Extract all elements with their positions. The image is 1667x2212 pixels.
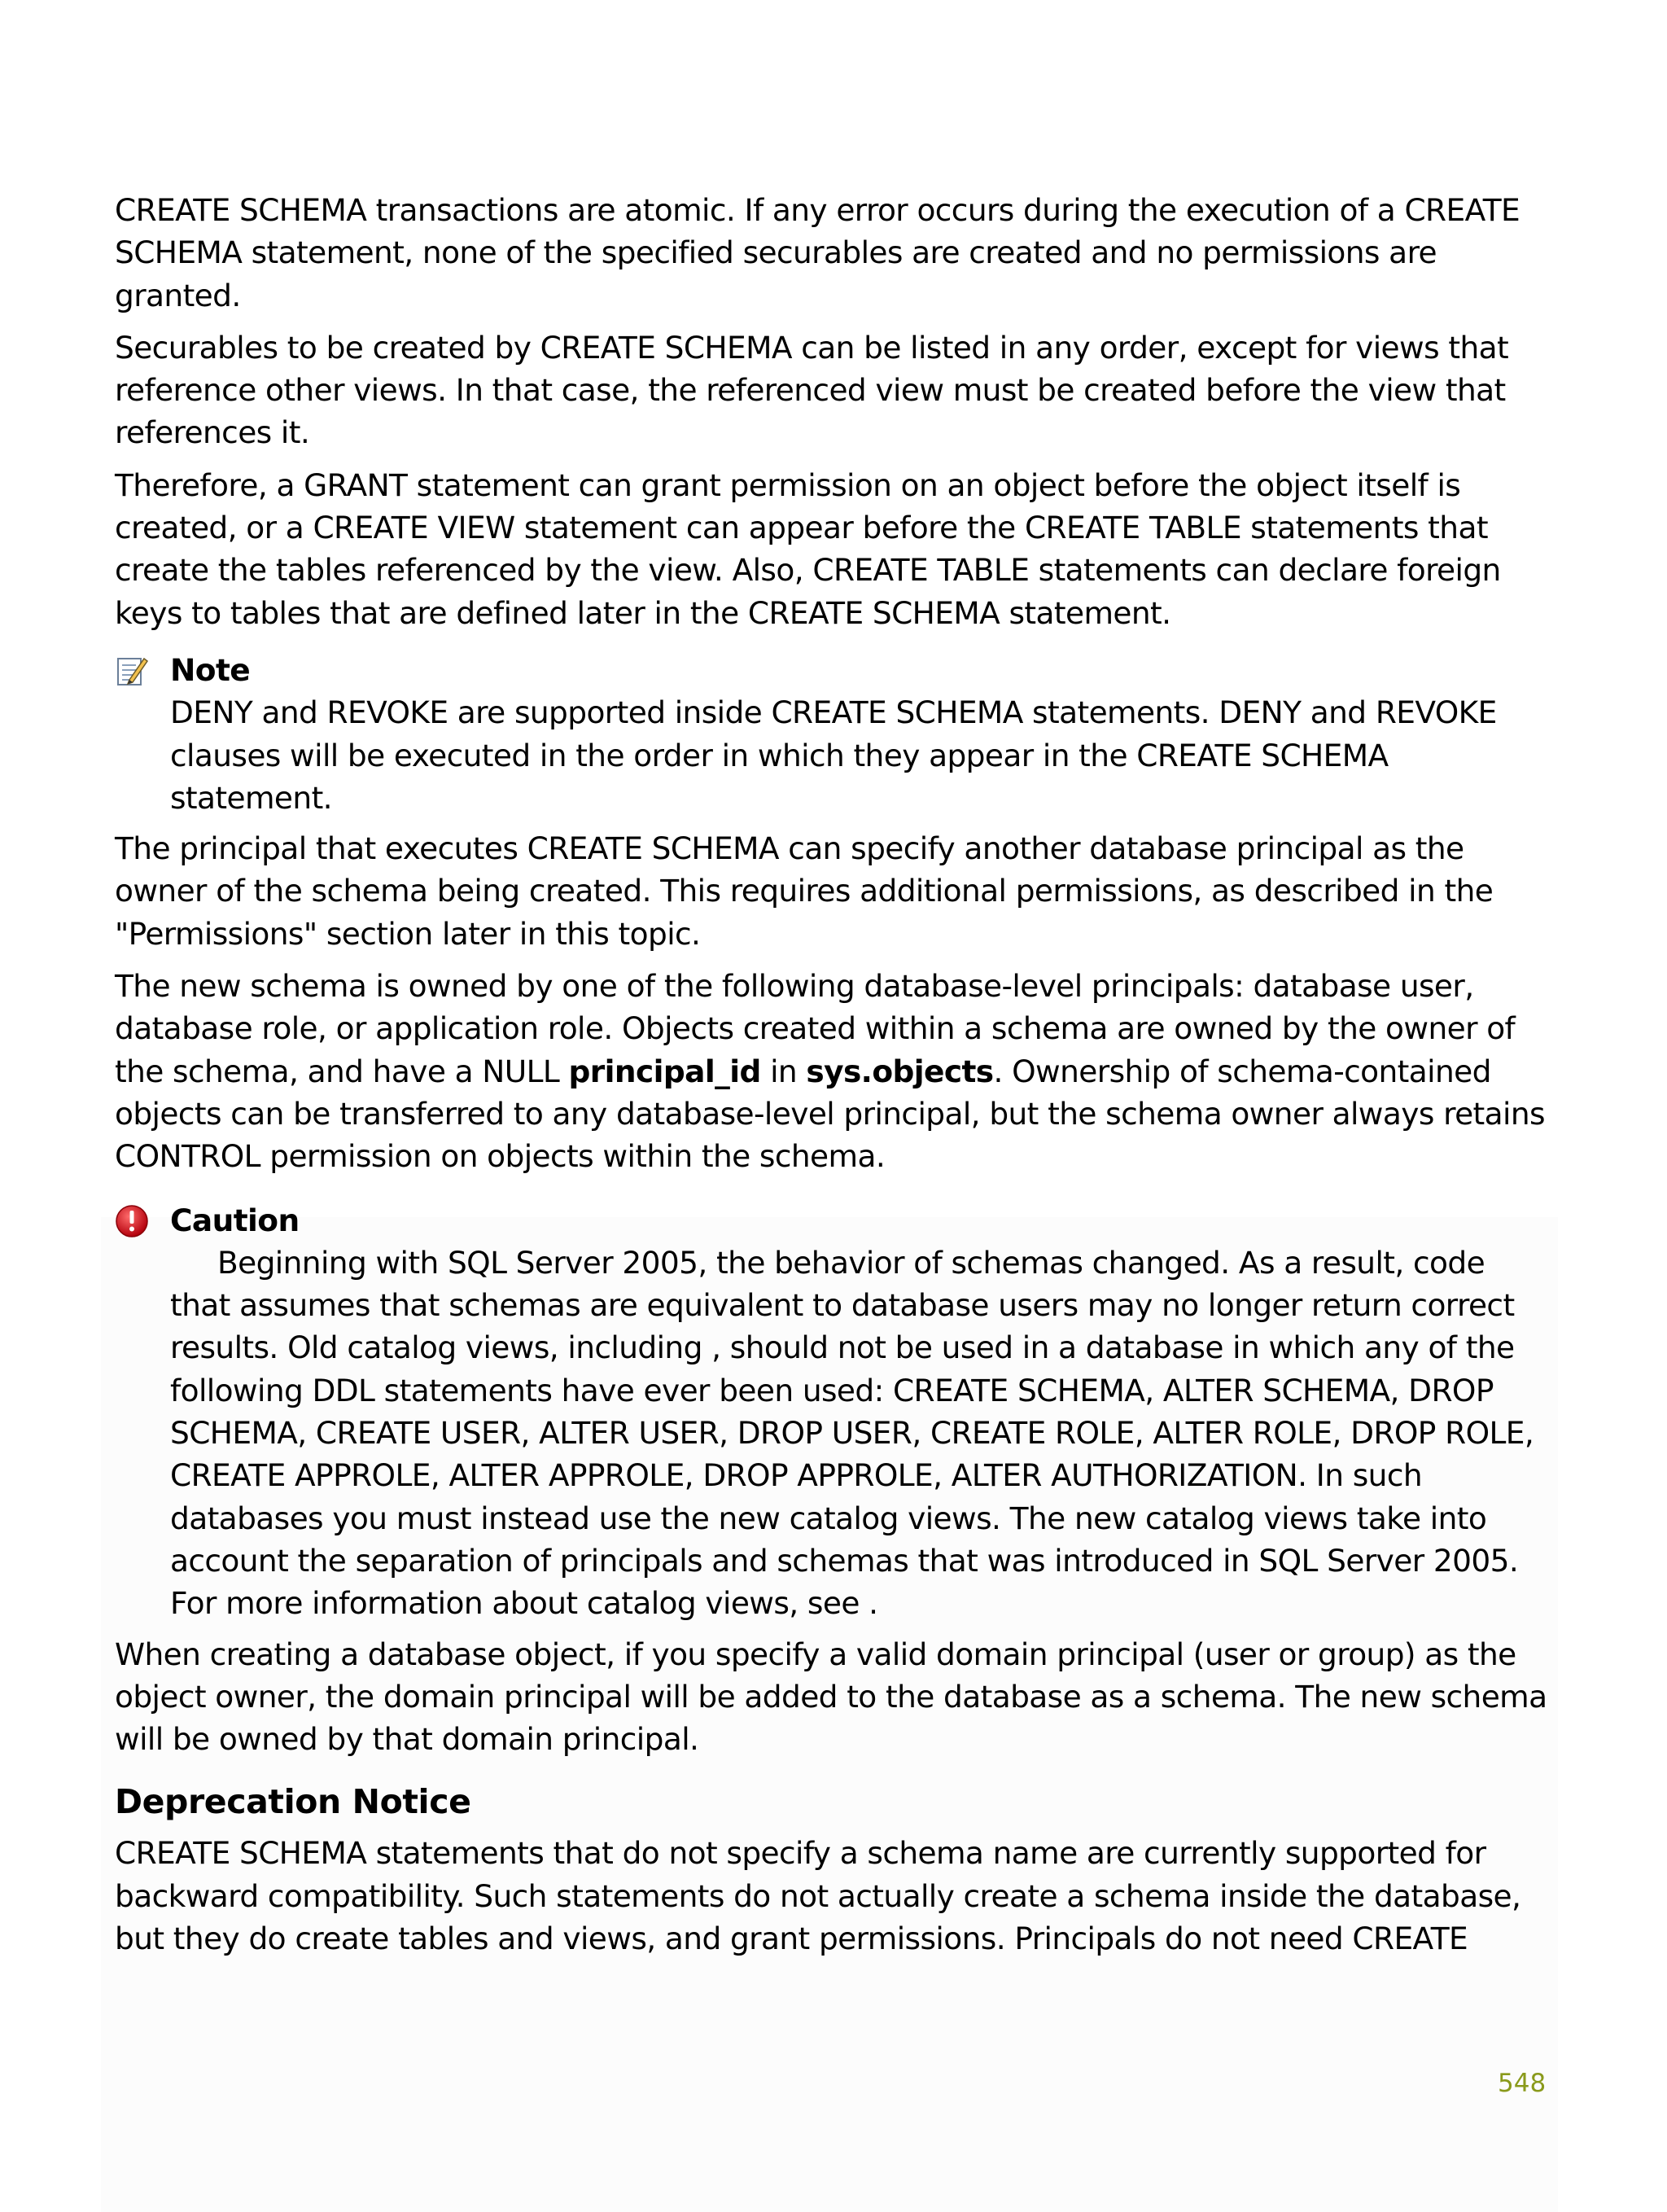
caution-body-wrap bbox=[170, 1242, 1547, 1625]
caution-title: Caution bbox=[170, 1202, 300, 1238]
ownership-text-2: in bbox=[760, 1053, 807, 1089]
principal-id-term: principal_id bbox=[568, 1053, 761, 1089]
paragraph-atomic: CREATE SCHEMA transactions are atomic. If any error occurs during the execution of a CREATE SCHEMA statement, none of the specified securables are created and no permissions are granted. bbox=[115, 192, 1520, 313]
caution-body: Beginning with SQL Server 2005, the behavior of schemas changed. As a result, code that assumes that schemas are equivalent to database users may no longer return correct results. Old catalog views, including , should not be used in a database in which any of the following DDL statements have ever been used: CREATE SCHEMA, ALTER SCHEMA, DROP SCHEMA, CREATE USER, ALTER USER, DROP USER, CREATE ROLE, ALTER ROLE, DROP ROLE, CREATE APPROLE, ALTER APPROLE, DROP APPROLE, ALTER AUTHORIZATION. In such databases you must instead use the new catalog views. The new catalog views take into account the separation of principals and schemas that was introduced in SQL Server 2005. For more information about catalog views, see . bbox=[170, 1244, 1534, 1622]
note-icon bbox=[115, 654, 149, 688]
paragraph-ownership bbox=[115, 965, 1547, 1177]
ownership-text-3: . Ownership of schema-contained objects can be transferred to any database-level principal, but the schema owner always retains CONTROL permission on objects within the schema. bbox=[115, 1053, 1545, 1175]
deprecation-heading: Deprecation Notice bbox=[115, 1782, 471, 1822]
note-body: DENY and REVOKE are supported inside CREATE SCHEMA statements. DENY and REVOKE clauses will be executed in the order in which they appear in the CREATE SCHEMA statement. bbox=[170, 694, 1497, 816]
paragraph-domain-principal: When creating a database object, if you specify a valid domain principal (user or group) as the object owner, the domain principal will be added to the database as a schema. The new schema will be owned by that domain principal. bbox=[115, 1636, 1547, 1758]
caution-icon bbox=[115, 1204, 149, 1238]
paragraph-order: Securables to be created by CREATE SCHEMA can be listed in any order, except for views that reference other views. In that case, the referenced view must be created before the view that references it. bbox=[115, 329, 1509, 451]
page-number: 548 bbox=[1498, 2069, 1547, 2098]
paragraph-principal: The principal that executes CREATE SCHEMA can specify another database principal as the owner of the schema being created. This requires additional permissions, as described in the "Permissions" section later in this topic. bbox=[115, 830, 1494, 952]
ownership-text-1: The new schema is owned by one of the following database-level principals: database user, database role, or application role. Objects created within a schema are owned by the owner of the schema, and have a NULL bbox=[115, 968, 1516, 1089]
note-title: Note bbox=[170, 651, 251, 688]
paragraph-therefore: Therefore, a GRANT statement can grant permission on an object before the object itself is created, or a CREATE VIEW statement can appear before the CREATE TABLE statements that create the tables referenced by the view. Also, CREATE TABLE statements can declare foreign keys to tables that are defined later in the CREATE SCHEMA statement. bbox=[115, 466, 1501, 631]
note-callout bbox=[115, 649, 1547, 819]
paragraph-deprecation: CREATE SCHEMA statements that do not specify a schema name are currently supported for backward compatibility. Such statements do not actually create a schema inside the database, but they do create tables and views, and grant permissions. Principals do not need CREATE bbox=[115, 1835, 1521, 1956]
sys-objects-term: sys.objects bbox=[806, 1053, 994, 1089]
document-body bbox=[115, 189, 1547, 1969]
caution-callout bbox=[115, 1199, 1547, 1625]
